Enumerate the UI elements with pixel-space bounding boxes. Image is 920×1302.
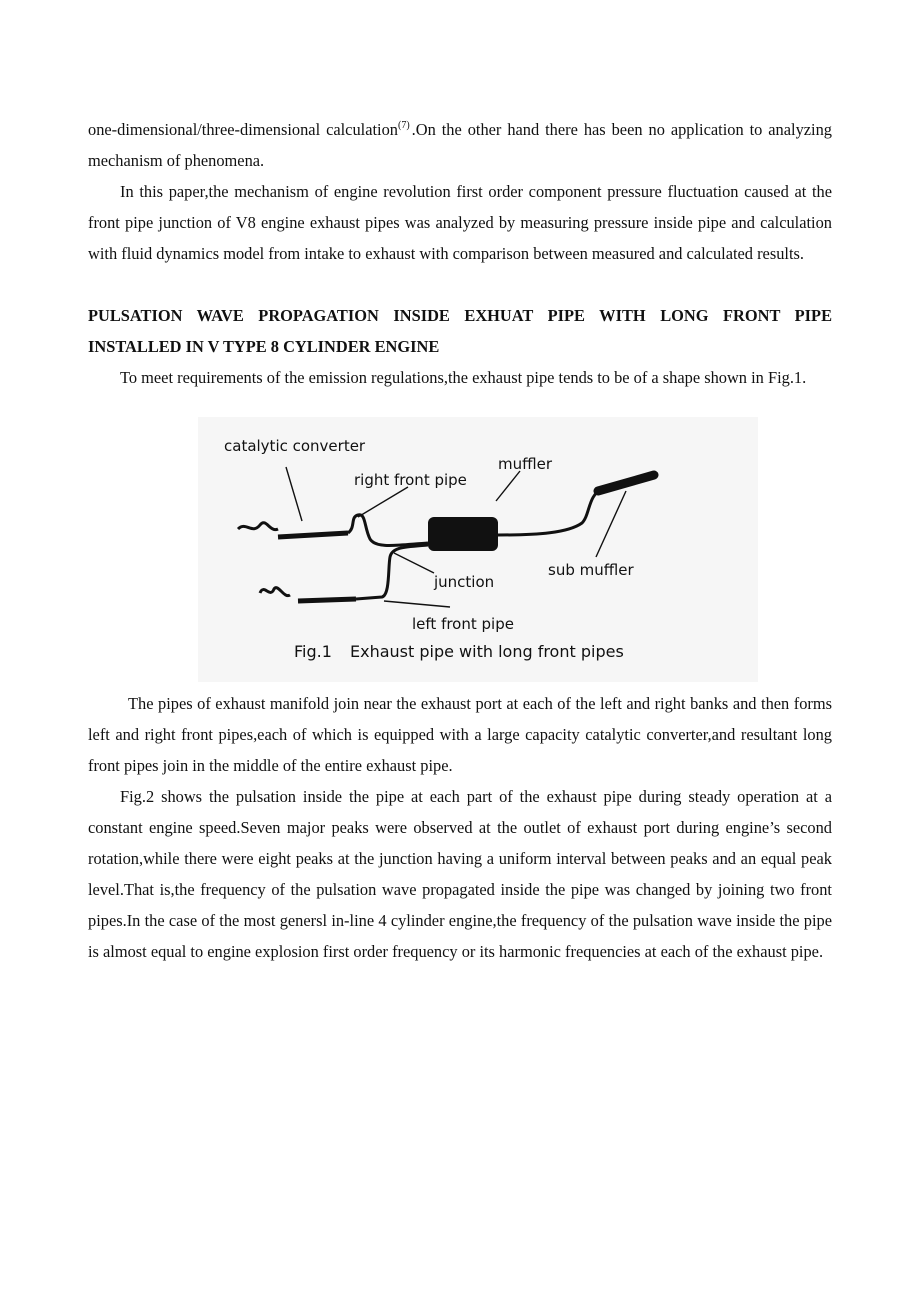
label-left-front-pipe: left front pipe	[412, 615, 514, 633]
tail-pipe-shape	[498, 489, 602, 535]
intro-text-before-ref: one-dimensional/three-dimensional calculation	[88, 120, 398, 139]
label-sub-muffler: sub muffler	[548, 561, 634, 579]
label-muffler: muffler	[498, 455, 553, 473]
intro-paragraph-tail	[88, 114, 832, 176]
leader-catalytic-converter	[286, 467, 302, 521]
left-exhaust-manifold-tail	[260, 588, 290, 596]
right-catalytic-converter-shape	[278, 533, 348, 537]
right-exhaust-manifold-tail	[238, 523, 278, 530]
exhaust-pipe-diagram	[198, 417, 758, 682]
label-catalytic-converter: catalytic converter	[224, 437, 366, 455]
left-front-pipe-shape	[356, 545, 428, 599]
leader-sub-muffler	[596, 491, 626, 557]
manifold-paragraph: The pipes of exhaust manifold join near the exhaust port at each of the left and right banks and then forms left and right front pipes,each of which is equipped with a large capacity catalytic converter,and resultant long front pipes join in the middle of the entire exhaust pipe.	[88, 694, 832, 775]
leader-left-front-pipe	[384, 601, 450, 607]
fig2-paragraph: Fig.2 shows the pulsation inside the pipe at each part of the exhaust pipe during steady operation at a constant engine speed.Seven major peaks were observed at the outlet of exhaust port during engine’s second rotation,while there were eight peaks at the junction having a uniform interval between peaks and an equal peak level.That is,the frequency of the pulsation wave propagated inside the pipe was changed by joining two front pipes.In the case of the most genersl in-line 4 cylinder engine,the frequency of the pulsation wave inside the pipe is almost equal to engine explosion first order frequency or its harmonic frequencies at each of the exhaust pipe.	[88, 787, 832, 961]
leader-right-front-pipe	[358, 487, 408, 517]
sub-muffler-shape	[598, 475, 654, 491]
right-front-pipe-shape	[348, 515, 428, 546]
intro-text-after-ref: .On the other hand there has been no application to analyzing mechanism of phenomena.	[88, 120, 832, 170]
section-heading: PULSATION WAVE PROPAGATION INSIDE EXHUAT PIPE WITH LONG FRONT PIPE INSTALLED IN V TYPE 8 CYLINDER ENGINE	[88, 306, 832, 356]
leader-muffler	[496, 471, 520, 501]
emission-paragraph: To meet requirements of the emission regulations,the exhaust pipe tends to be of a shape shown in Fig.1.	[120, 368, 807, 387]
citation-ref: (7)	[397, 120, 410, 131]
purpose-paragraph: In this paper,the mechanism of engine revolution first order component pressure fluctuation caused at the front pipe junction of V8 engine exhaust pipes was analyzed by measuring pressure inside pipe and calculation with fluid dynamics model from intake to exhaust with comparison between measured and calculated results.	[88, 182, 832, 263]
figure-caption-text: Exhaust pipe with long front pipes	[350, 642, 624, 661]
figure-caption-number: Fig.1	[294, 642, 332, 661]
figure-1	[198, 417, 758, 682]
left-catalytic-converter-shape	[298, 599, 356, 601]
label-right-front-pipe: right front pipe	[354, 471, 467, 489]
leader-junction	[394, 553, 434, 573]
muffler-shape	[428, 517, 498, 551]
label-junction: junction	[434, 573, 495, 591]
